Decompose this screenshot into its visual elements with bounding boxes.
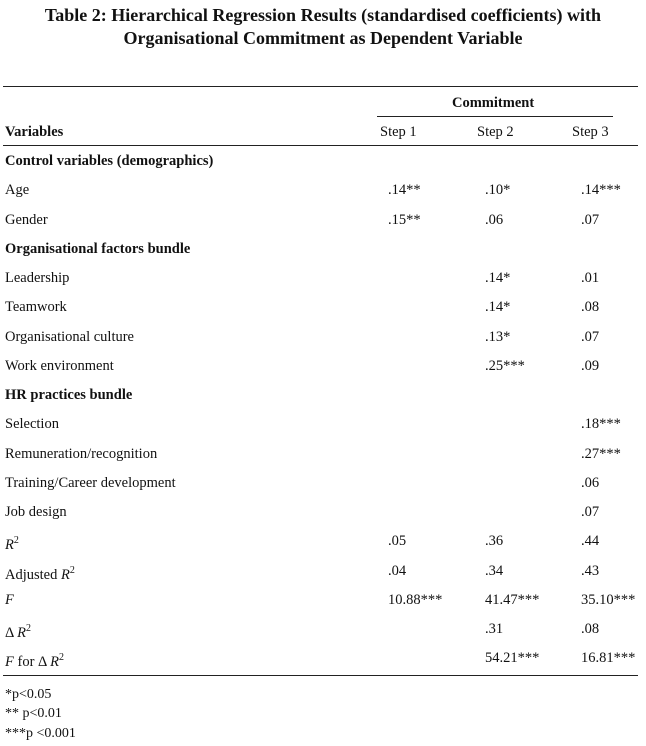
coefficient-step2: .06: [485, 212, 504, 228]
row-label: Age: [5, 182, 30, 198]
stat-symbol: R: [17, 624, 27, 641]
coefficient-step3: .08: [581, 299, 600, 315]
table-title-line1: Table 2: Hierarchical Regression Results (standardised coefficients) with: [44, 5, 602, 25]
coefficient-step2: 54.21***: [485, 650, 540, 666]
stat-connector: for Δ: [13, 653, 51, 670]
bottom-rule: [3, 675, 638, 676]
stat-prefix: Δ: [5, 624, 18, 641]
coefficient-step3: .07: [581, 329, 600, 345]
coefficient-step3: .27***: [581, 446, 621, 462]
coefficient-step1: .14**: [388, 182, 421, 198]
coefficient-step2: .34: [485, 563, 504, 579]
coefficient-step3: .09: [581, 358, 600, 374]
superscript: 2: [26, 623, 32, 634]
coefficient-step3: .07: [581, 504, 600, 520]
coefficient-step3: .08: [581, 621, 600, 637]
row-label: Job design: [5, 504, 67, 520]
superscript: 2: [69, 565, 75, 576]
row-label: [5, 649, 64, 671]
row-label: Selection: [5, 416, 59, 432]
coefficient-step2: .14*: [485, 299, 511, 315]
row-label: Leadership: [5, 270, 70, 286]
column-header-step1: Step 1: [380, 124, 417, 140]
superscript: 2: [13, 535, 19, 546]
table-title-line2: Organisational Commitment as Dependent Variable: [123, 28, 523, 48]
section-heading: Organisational factors bundle: [5, 241, 191, 257]
superscript: 2: [59, 652, 65, 663]
footnote-p05: *p<0.05: [5, 687, 52, 702]
stat-symbol: R: [60, 566, 70, 583]
coefficient-step1: 10.88***: [388, 592, 443, 608]
coefficient-step2: 41.47***: [485, 592, 540, 608]
coefficient-step1: .15**: [388, 212, 421, 228]
group-header-commitment: Commitment: [452, 95, 535, 111]
section-heading: Control variables (demographics): [5, 153, 214, 169]
coefficient-step3: .06: [581, 475, 600, 491]
stat-prefix: Adjusted: [5, 566, 61, 583]
coefficient-step3: .18***: [581, 416, 621, 432]
row-label: [5, 591, 14, 609]
coefficient-step2: .14*: [485, 270, 511, 286]
row-label: Training/Career development: [5, 475, 176, 491]
row-label: Teamwork: [5, 299, 67, 315]
coefficient-step3: 35.10***: [581, 592, 636, 608]
coefficient-step2: .13*: [485, 329, 511, 345]
column-header-step3: Step 3: [572, 124, 609, 140]
row-label: Gender: [5, 212, 48, 228]
coefficient-step3: .14***: [581, 182, 621, 198]
top-rule: [3, 86, 638, 87]
row-label: Work environment: [5, 358, 114, 374]
coefficient-step3: 16.81***: [581, 650, 636, 666]
coefficient-step3: .43: [581, 563, 600, 579]
coefficient-step2: .25***: [485, 358, 525, 374]
column-header-step2: Step 2: [477, 124, 514, 140]
stat-symbol: R: [5, 536, 14, 553]
row-label: Remuneration/recognition: [5, 446, 158, 462]
row-label: [5, 562, 75, 584]
coefficient-step1: .05: [388, 533, 407, 549]
row-label: [5, 532, 19, 554]
section-heading: HR practices bundle: [5, 387, 133, 403]
coefficient-step2: .36: [485, 533, 504, 549]
coefficient-step2: .10*: [485, 182, 511, 198]
row-label: Organisational culture: [5, 329, 134, 345]
stat-symbol: R: [50, 653, 60, 670]
header-rule: [3, 145, 638, 146]
footnote-p001: ***p <0.001: [5, 726, 76, 741]
table-title: [0, 4, 646, 50]
footnote-p01: ** p<0.01: [5, 706, 62, 721]
stat-symbol-f: F: [5, 653, 14, 670]
group-header-underline: [377, 116, 613, 117]
coefficient-step2: .31: [485, 621, 504, 637]
row-label: [5, 620, 31, 642]
column-header-variables: Variables: [5, 124, 64, 140]
coefficient-step3: .07: [581, 212, 600, 228]
coefficient-step3: .01: [581, 270, 600, 286]
coefficient-step3: .44: [581, 533, 600, 549]
coefficient-step1: .04: [388, 563, 407, 579]
stat-symbol: F: [5, 592, 14, 608]
